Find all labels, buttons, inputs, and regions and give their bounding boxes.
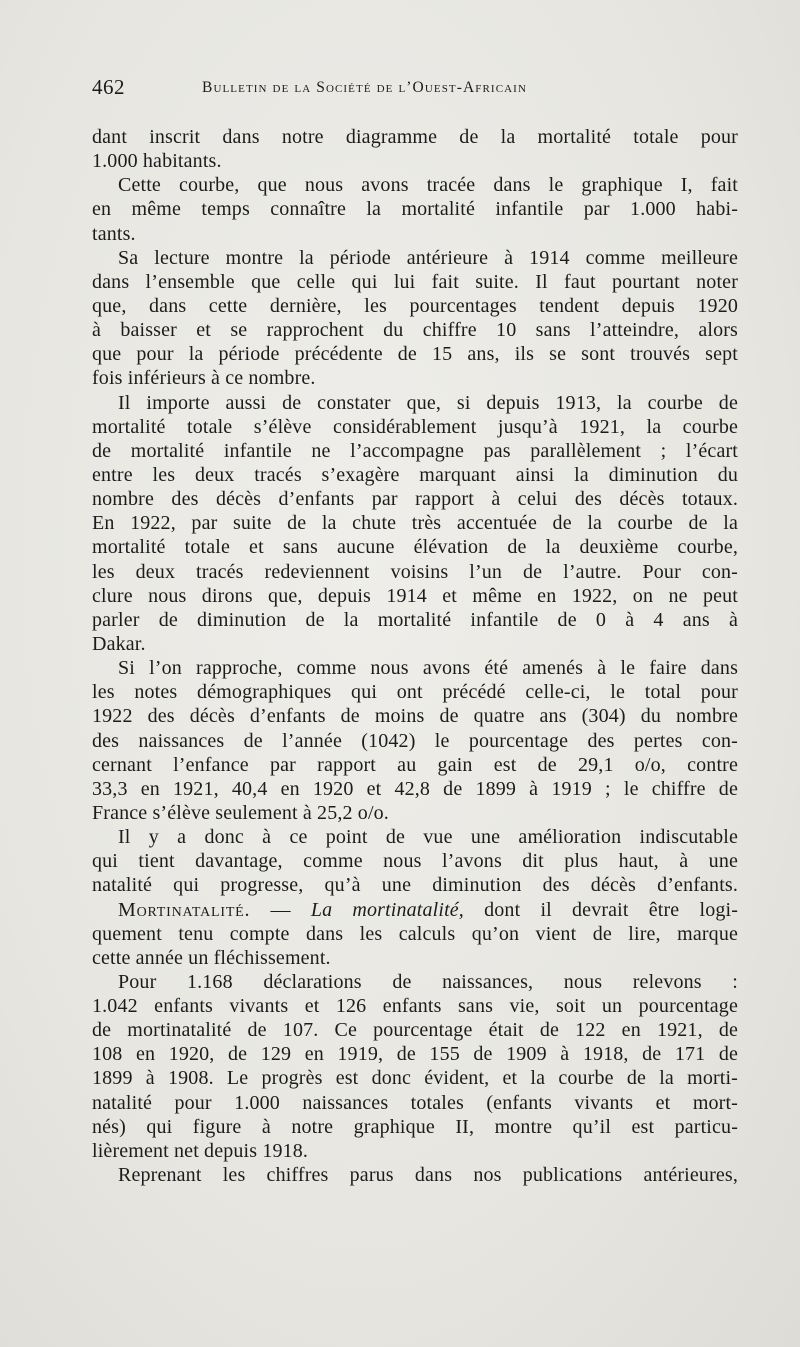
- text-line: en même temps connaître la mortalité infantile par 1.000 habi-: [92, 198, 738, 221]
- text-line: qui tient davantage, comme nous l’avons dit plus haut, à une: [92, 850, 738, 873]
- text-line: nombre des décès d’enfants par rapport à celui des décès totaux.: [92, 488, 738, 511]
- text-line: fois inférieurs à ce nombre.: [92, 367, 316, 390]
- italic-term: La mortinatalité,: [310, 898, 464, 921]
- text-line: de mortalité infantile ne l’accompagne pas parallèlement ; l’écart: [92, 439, 738, 462]
- text-line: nés) qui figure à notre graphique II, montre qu’il est particu-: [92, 1115, 738, 1138]
- text-line: mortalité totale s’élève considérablement jusqu’à 1921, la courbe: [92, 415, 738, 438]
- text-line: dant inscrit dans notre diagramme de la mortalité totale pour: [92, 126, 738, 148]
- section-heading: Mortinatalité.: [118, 898, 251, 921]
- text-line: parler de diminution de la mortalité infantile de 0 à 4 ans à: [92, 608, 738, 631]
- text-line: 1922 des décès d’enfants de moins de quatre ans (304) du nombre: [92, 705, 738, 728]
- text-line: des naissances de l’année (1042) le pourcentage des pertes con-: [92, 729, 738, 752]
- text-line: Sa lecture montre la période antérieure à 1914 comme meilleure: [118, 246, 738, 269]
- text-line: cernant l’enfance par rapport au gain est de 29,1 o/o, contre: [92, 753, 738, 776]
- text-line: entre les deux tracés s’exagère marquant ainsi la diminution du: [92, 463, 738, 486]
- text-line: 1.000 habitants.: [92, 150, 222, 173]
- text-line: Reprenant les chiffres parus dans nos publications antérieures,: [118, 1164, 738, 1187]
- text-line: quement tenu compte dans les calculs qu’on vient de lire, marque: [92, 922, 738, 945]
- text-line: 108 en 1920, de 129 en 1919, de 155 de 1909 à 1918, de 171 de: [92, 1043, 738, 1066]
- text-line: les deux tracés redeviennent voisins l’un de l’autre. Pour con-: [92, 560, 738, 583]
- text-line: mortalité totale et sans aucune élévation de la deuxième courbe,: [92, 536, 738, 559]
- text-line: tants.: [92, 222, 136, 245]
- text-line: à baisser et se rapprochent du chiffre 10 sans l’atteindre, alors: [92, 319, 738, 342]
- text-line: natalité pour 1.000 naissances totales (enfants vivants et mort-: [92, 1091, 738, 1114]
- text-line: 33,3 en 1921, 40,4 en 1920 et 42,8 de 1899 à 1919 ; le chiffre de: [92, 777, 738, 800]
- em-dash: —: [250, 898, 311, 921]
- text-line: France s’élève seulement à 25,2 o/o.: [92, 801, 389, 824]
- text-line: natalité qui progresse, qu’à une diminution des décès d’enfants.: [92, 874, 738, 897]
- page-number: 462: [92, 75, 125, 99]
- text-line: 1899 à 1908. Le progrès est donc évident, et la courbe de la morti-: [92, 1067, 738, 1090]
- text-line: 1.042 enfants vivants et 126 enfants sans vie, soit un pourcentage: [92, 995, 738, 1018]
- text-line: clure nous dirons que, depuis 1914 et même en 1922, on ne peut: [92, 584, 738, 607]
- text-line: de mortinatalité de 107. Ce pourcentage était de 122 en 1921, de: [92, 1019, 738, 1042]
- text-line: que pour la période précédente de 15 ans, ils se sont trouvés sept: [92, 343, 738, 366]
- text-line: les notes démographiques qui ont précédé celle-ci, le total pour: [92, 681, 738, 704]
- text-line: En 1922, par suite de la chute très accentuée de la courbe de la: [92, 512, 738, 535]
- text-line: Pour 1.168 déclarations de naissances, nous relevons :: [118, 970, 738, 993]
- text-line: que, dans cette dernière, les pourcentages tendent depuis 1920: [92, 294, 738, 317]
- text-line: Si l’on rapproche, comme nous avons été amenés à le faire dans: [118, 657, 738, 680]
- page-header: [92, 75, 738, 105]
- running-title: Bulletin de la Société de l’Ouest-Africain: [202, 79, 527, 96]
- text-line: Il importe aussi de constater que, si depuis 1913, la courbe de: [118, 391, 738, 414]
- text-line: cette année un fléchissement.: [92, 946, 331, 969]
- text-line: Cette courbe, que nous avons tracée dans le graphique I, fait: [118, 174, 738, 197]
- text-line: dans l’ensemble que celle qui lui fait suite. Il faut pourtant noter: [92, 270, 738, 293]
- body-text: [92, 125, 738, 1187]
- text-fragment: dont il devrait être logi-: [463, 898, 739, 921]
- text-line: Dakar.: [92, 632, 146, 655]
- text-line: lièrement net depuis 1918.: [92, 1139, 309, 1162]
- mortinatalite-heading-line: [92, 898, 738, 922]
- text-line: Il y a donc à ce point de vue une amélioration indiscutable: [118, 826, 738, 849]
